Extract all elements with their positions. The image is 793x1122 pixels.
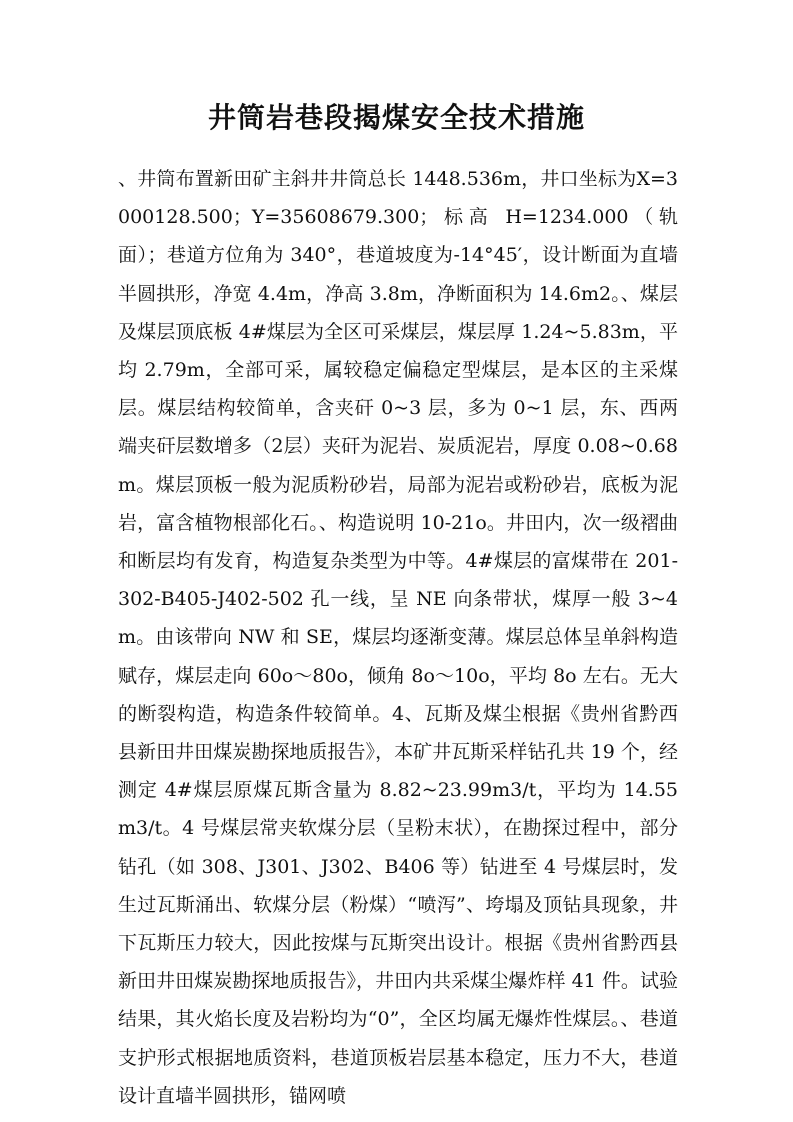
document-body: 、井筒布置新田矿主斜井井筒总长 1448.536m，井口坐标为X=3000128.500；Y=35608679.300；标高 H=1234.000（轨面）；巷道方位角为 340°，巷道坡度为-14°45′，设计断面为直墙半圆拱形，净宽 4.4m，净高 3.8m，净断面积为 14.6m2。、煤层及煤层顶底板 4#煤层为全区可采煤层，煤层厚 1.24~5.83m，平均 2.79m，全部可采，属较稳定偏稳定型煤层，是本区的主采煤层。煤层结构较简单，含夹矸 0~3 层，多为 0~1 层，东、西两端夹矸层数增多（2层）夹矸为泥岩、炭质泥岩，厚度 0.08~0.68m。煤层顶板一般为泥质粉砂岩，局部为泥岩或粉砂岩，底板为泥岩，富含植物根部化石。、构造说明 10-21o。井田内，次一级褶曲和断层均有发育，构造复杂类型为中等。4#煤层的富煤带在 201-302-B405-J402-502 孔一线，呈 NE 向条带状，煤厚一般 3~4m。由该带向 NW 和 SE，煤层均逐渐变薄。煤层总体呈单斜构造赋存，煤层走向 60o～80o，倾角 8o～10o，平均 8o 左右。无大的断裂构造，构造条件较简单。4、瓦斯及煤尘根据《贵州省黔西县新田井田煤炭勘探地质报告》，本矿井瓦斯采样钻孔共 19 个，经测定 4#煤层原煤瓦斯含量为 8.82~23.99m3/t，平均为 14.55m3/t。4 号煤层常夹软煤分层（呈粉末状），在勘探过程中，部分钻孔（如 308、J301、J302、B406 等）钻进至 4 号煤层时，发生过瓦斯涌出、软煤分层（粉煤）“喷泻”、垮塌及顶钻具现象，井下瓦斯压力较大，因此按煤与瓦斯突出设计。根据《贵州省黔西县新田井田煤炭勘探地质报告》，井田内共采煤尘爆炸样 41 件。试验结果，其火焰长度及岩粉均为“0”，全区均属无爆炸性煤层。、巷道支护形式根据地质资料，巷道顶板岩层基本稳定，压力不大，巷道设计直墙半圆拱形，锚网喷 [118, 168, 678, 1107]
document-title: 井筒岩巷段揭煤安全技术措施 [207, 101, 585, 134]
